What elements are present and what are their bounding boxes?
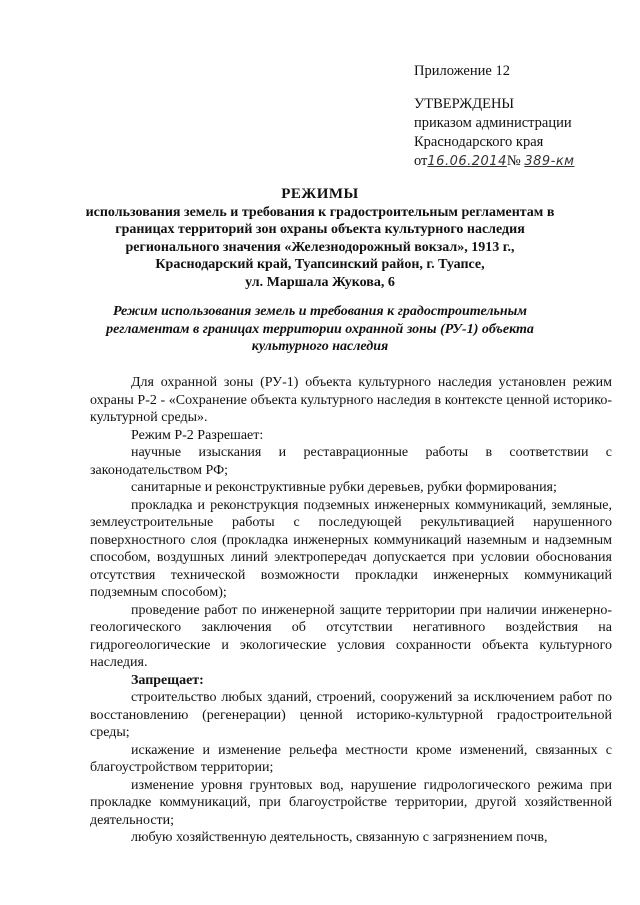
order-line-2: Краснодарского края (414, 134, 544, 150)
appendix-label: Приложение 12 (414, 63, 510, 79)
order-number: 389-км (524, 154, 575, 169)
order-date: 16.06.2014 (427, 154, 507, 169)
title-line: регионального значения «Железнодорожный вокзал», 1913 г., (125, 239, 515, 255)
body-paragraph: научные изыскания и реставрационные работы в соответствии с законодательством РФ; (90, 445, 612, 478)
body-paragraph-heading: Режим Р-2 Разрешает: (131, 427, 264, 443)
order-line-1: приказом администрации (414, 115, 572, 131)
order-date-line (414, 152, 574, 171)
subtitle-line: регламентам в границах территории охранной зоны (РУ-1) объекта (106, 321, 534, 337)
section-subtitle (100, 303, 540, 356)
body-paragraph: искажение и изменение рельефа местности кроме изменений, связанных с благоустройством территории; (90, 742, 612, 775)
document-title (60, 186, 580, 291)
body-paragraph: строительство любых зданий, строений, сооружений за исключением работ по восстановлению (регенерации) ценной историко-культурной градостроительной среды; (90, 690, 612, 740)
body-paragraph: прокладка и реконструкция подземных инженерных коммуникаций, земляные, землеустроительные работы с последующей рекультивацией нарушенного поверхностного слоя (прокладка инженерных коммуникаций наземным и надземным способом, воздушных линий электропередач допускается при условии обоснования отсутствия технической возможности прокладки инженерных коммуникаций подземным способом); (90, 497, 612, 600)
body-paragraph: санитарные и реконструктивные рубки деревьев, рубки формирования; (131, 480, 557, 495)
body-paragraph: Для охранной зоны (РУ-1) объекта культурного наследия установлен режим охраны Р-2 - «Сохранение объекта культурного наследия в контексте ценной историко-культурной среды». (90, 375, 612, 425)
approval-block (414, 62, 574, 171)
title-main: РЕЖИМЫ (281, 186, 359, 202)
from-prefix: от (414, 153, 428, 169)
body-paragraph: любую хозяйственную деятельность, связанную с загрязнением почв, (131, 830, 548, 845)
title-line: использования земель и требования к градостроительным регламентам в (85, 204, 555, 220)
subtitle-line: культурного наследия (251, 339, 389, 354)
number-prefix: № (506, 153, 521, 169)
title-line: границах территорий зон охраны объекта культурного наследия (115, 222, 525, 237)
body-paragraph: изменение уровня грунтовых вод, нарушение гидрологического режима при прокладке коммуникаций, при благоустройстве территории, другой хозяйственной деятельности; (90, 777, 612, 828)
document-body (90, 374, 612, 847)
body-paragraph-heading: Запрещает: (131, 672, 204, 688)
approved-label: УТВЕРЖДЕНЫ (414, 96, 515, 112)
subtitle-line: Режим использования земель и требования к градостроительным (113, 304, 527, 319)
body-paragraph: проведение работ по инженерной защите территории при наличии инженерно-геологического заключения об отсутствии негативного воздействия на гидрогеологические и экологические условия сохранности объекта культурного наследия. (90, 602, 612, 670)
title-line: ул. Маршала Жукова, 6 (245, 274, 395, 290)
title-line: Краснодарский край, Туапсинский район, г. Туапсе, (155, 257, 485, 272)
